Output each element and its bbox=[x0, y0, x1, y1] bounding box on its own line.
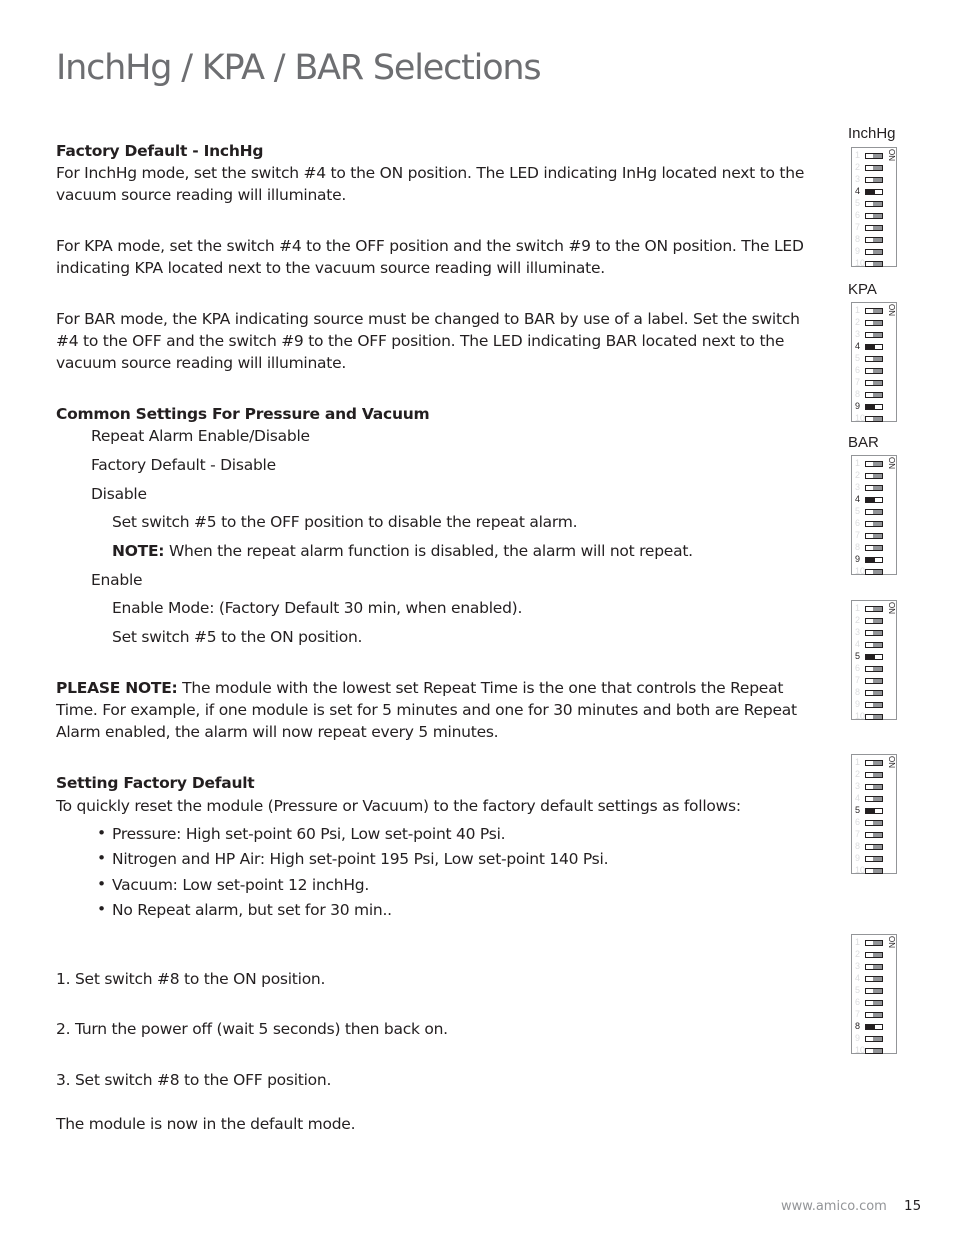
bullet-dot: • bbox=[97, 849, 107, 867]
bullet-dot: • bbox=[97, 900, 107, 918]
enable-label: Enable bbox=[91, 571, 143, 589]
setting-default-heading: Setting Factory Default bbox=[56, 774, 255, 792]
note-label: NOTE: bbox=[112, 542, 165, 560]
dip-switch-number: 2 bbox=[855, 162, 861, 172]
dip-switch-number: 6 bbox=[855, 365, 861, 375]
dip-switch-off bbox=[865, 261, 883, 267]
dip-switch-off bbox=[865, 1036, 883, 1042]
page-number: 15 bbox=[904, 1198, 922, 1214]
dip-switch-row bbox=[852, 640, 896, 651]
dip-switch-number: 7 bbox=[855, 377, 861, 387]
dip-switch-row bbox=[852, 866, 896, 877]
dip-switch-row bbox=[852, 794, 896, 805]
dip-switch-off bbox=[865, 308, 883, 314]
dip-switch-off bbox=[865, 844, 883, 850]
bullet-item: Nitrogen and HP Air: High set-point 195 Psi, Low set-point 140 Psi. bbox=[112, 850, 609, 868]
footer-url: www.amico.com bbox=[781, 1199, 887, 1214]
dip-switch-number: 7 bbox=[855, 530, 861, 540]
dip-label-bar: BAR bbox=[848, 434, 879, 451]
dip-switch-number: 6 bbox=[855, 518, 861, 528]
dip-switch-number: 3 bbox=[855, 174, 861, 184]
dip-switch-number: 4 bbox=[855, 639, 861, 649]
dip-switch-off bbox=[865, 642, 883, 648]
dip-switch-diagram bbox=[851, 302, 897, 422]
dip-switch-off bbox=[865, 702, 883, 708]
dip-switch-number: 10 bbox=[855, 566, 866, 576]
enable-mode: Enable Mode: (Factory Default 30 min, when enabled). bbox=[112, 599, 523, 617]
dip-switch-number: 9 bbox=[855, 1033, 861, 1043]
dip-switch-row bbox=[852, 507, 896, 518]
dip-switch-number: 7 bbox=[855, 1009, 861, 1019]
dip-switch-row bbox=[852, 495, 896, 506]
dip-switch-off bbox=[865, 392, 883, 398]
dip-switch-number: 9 bbox=[855, 554, 861, 564]
dip-on-label: ON bbox=[887, 457, 896, 469]
dip-on-label: ON bbox=[887, 304, 896, 316]
dip-switch-off bbox=[865, 509, 883, 515]
dip-switch-off bbox=[865, 153, 883, 159]
dip-switch-diagram bbox=[851, 754, 897, 874]
dip-switch-on bbox=[865, 497, 883, 503]
dip-switch-row bbox=[852, 471, 896, 482]
dip-switch-off bbox=[865, 964, 883, 970]
dip-switch-number: 4 bbox=[855, 341, 861, 351]
bar-paragraph: For BAR mode, the KPA indicating source must be changed to BAR by use of a label. Set the switch #4 to the OFF and the switch #9 to the OFF position. The LED indicating BAR located next to the vacuum source reading will illuminate. bbox=[56, 310, 800, 372]
dip-switch-row bbox=[852, 199, 896, 210]
please-note-label: PLEASE NOTE: bbox=[56, 679, 178, 697]
dip-switch-row bbox=[852, 318, 896, 329]
dip-switch-row bbox=[852, 688, 896, 699]
dip-switch-row bbox=[852, 459, 896, 470]
note-line bbox=[112, 540, 877, 562]
disable-instruction: Set switch #5 to the OFF position to disable the repeat alarm. bbox=[112, 513, 578, 531]
dip-switch-on bbox=[865, 189, 883, 195]
dip-switch-row bbox=[852, 306, 896, 317]
dip-switch-number: 4 bbox=[855, 793, 861, 803]
dip-switch-row bbox=[852, 414, 896, 425]
dip-switch-off bbox=[865, 606, 883, 612]
dip-switch-number: 10 bbox=[855, 865, 866, 875]
dip-switch-diagram bbox=[851, 455, 897, 575]
dip-switch-row bbox=[852, 366, 896, 377]
dip-switch-diagram bbox=[851, 600, 897, 720]
dip-switch-row bbox=[852, 567, 896, 578]
dip-switch-off bbox=[865, 545, 883, 551]
dip-switch-off bbox=[865, 784, 883, 790]
dip-switch-off bbox=[865, 868, 883, 874]
dip-switch-off bbox=[865, 320, 883, 326]
dip-switch-off bbox=[865, 533, 883, 539]
dip-switch-row bbox=[852, 842, 896, 853]
dip-switch-off bbox=[865, 630, 883, 636]
dip-switch-off bbox=[865, 760, 883, 766]
dip-switch-number: 9 bbox=[855, 853, 861, 863]
dip-switch-number: 5 bbox=[855, 198, 861, 208]
dip-switch-number: 4 bbox=[855, 494, 861, 504]
dip-switch-off bbox=[865, 820, 883, 826]
dip-switch-row bbox=[852, 974, 896, 985]
dip-switch-row bbox=[852, 211, 896, 222]
kpa-paragraph: For KPA mode, set the switch #4 to the OFF position and the switch #9 to the ON position. The LED indicating KPA located next to the vacuum source reading will illuminate. bbox=[56, 237, 804, 277]
dip-switch-off bbox=[865, 177, 883, 183]
dip-switch-number: 9 bbox=[855, 246, 861, 256]
dip-switch-row bbox=[852, 555, 896, 566]
dip-switch-row bbox=[852, 1022, 896, 1033]
dip-switch-off bbox=[865, 461, 883, 467]
dip-switch-row bbox=[852, 163, 896, 174]
inchhg-paragraph: For InchHg mode, set the switch #4 to the ON position. The LED indicating InHg located next to the vacuum source reading will illuminate. bbox=[56, 164, 805, 204]
dip-switch-diagram bbox=[851, 147, 897, 267]
dip-switch-row bbox=[852, 519, 896, 530]
dip-switch-row bbox=[852, 854, 896, 865]
bullet-item: Vacuum: Low set-point 12 inchHg. bbox=[112, 876, 370, 894]
setting-default-intro: To quickly reset the module (Pressure or Vacuum) to the factory default settings as follows: bbox=[56, 797, 741, 815]
dip-switch-off bbox=[865, 213, 883, 219]
bullet-item: Pressure: High set-point 60 Psi, Low set-point 40 Psi. bbox=[112, 825, 506, 843]
dip-switch-number: 9 bbox=[855, 401, 861, 411]
dip-switch-off bbox=[865, 237, 883, 243]
dip-switch-number: 6 bbox=[855, 997, 861, 1007]
dip-switch-off bbox=[865, 368, 883, 374]
dip-switch-number: 7 bbox=[855, 222, 861, 232]
dip-switch-row bbox=[852, 330, 896, 341]
dip-switch-on bbox=[865, 1024, 883, 1030]
please-note-paragraph bbox=[56, 677, 826, 743]
dip-switch-number: 3 bbox=[855, 781, 861, 791]
dip-switch-row bbox=[852, 187, 896, 198]
dip-switch-number: 6 bbox=[855, 210, 861, 220]
dip-switch-off bbox=[865, 690, 883, 696]
dip-switch-off bbox=[865, 1000, 883, 1006]
bullet-dot: • bbox=[97, 824, 107, 842]
dip-switch-row bbox=[852, 223, 896, 234]
dip-on-label: ON bbox=[887, 149, 896, 161]
dip-switch-off bbox=[865, 380, 883, 386]
dip-switch-row bbox=[852, 962, 896, 973]
disable-label: Disable bbox=[91, 485, 147, 503]
dip-switch-off bbox=[865, 249, 883, 255]
dip-switch-on bbox=[865, 654, 883, 660]
dip-switch-number: 5 bbox=[855, 506, 861, 516]
dip-switch-off bbox=[865, 1012, 883, 1018]
step-item: 3. Set switch #8 to the OFF position. bbox=[56, 1071, 332, 1089]
dip-switch-row bbox=[852, 628, 896, 639]
dip-switch-number: 3 bbox=[855, 961, 861, 971]
dip-switch-off bbox=[865, 976, 883, 982]
dip-switch-number: 2 bbox=[855, 769, 861, 779]
dip-switch-number: 10 bbox=[855, 711, 866, 721]
dip-switch-off bbox=[865, 832, 883, 838]
dip-switch-row bbox=[852, 664, 896, 675]
dip-switch-row bbox=[852, 806, 896, 817]
dip-switch-off bbox=[865, 856, 883, 862]
enable-instruction: Set switch #5 to the ON position. bbox=[112, 628, 363, 646]
factory-default-heading: Factory Default - InchHg bbox=[56, 142, 264, 160]
dip-switch-row bbox=[852, 1034, 896, 1045]
dip-switch-off bbox=[865, 678, 883, 684]
dip-switch-on bbox=[865, 404, 883, 410]
dip-switch-row bbox=[852, 531, 896, 542]
bullet-dot: • bbox=[97, 875, 107, 893]
dip-switch-row bbox=[852, 378, 896, 389]
dip-switch-row bbox=[852, 712, 896, 723]
dip-switch-number: 6 bbox=[855, 663, 861, 673]
dip-switch-number: 3 bbox=[855, 627, 861, 637]
dip-switch-off bbox=[865, 796, 883, 802]
dip-label-kpa: KPA bbox=[848, 281, 877, 298]
dip-switch-number: 2 bbox=[855, 615, 861, 625]
dip-switch-off bbox=[865, 569, 883, 575]
dip-switch-number: 1 bbox=[855, 305, 861, 315]
dip-switch-number: 6 bbox=[855, 817, 861, 827]
dip-on-label: ON bbox=[887, 602, 896, 614]
dip-switch-number: 4 bbox=[855, 973, 861, 983]
dip-switch-off bbox=[865, 201, 883, 207]
dip-switch-row bbox=[852, 1010, 896, 1021]
closing-text: The module is now in the default mode. bbox=[56, 1115, 356, 1133]
dip-switch-row bbox=[852, 770, 896, 781]
dip-switch-number: 9 bbox=[855, 699, 861, 709]
dip-switch-off bbox=[865, 416, 883, 422]
dip-switch-number: 10 bbox=[855, 413, 866, 423]
dip-switch-number: 10 bbox=[855, 1045, 866, 1055]
dip-on-label: ON bbox=[887, 756, 896, 768]
dip-switch-off bbox=[865, 1048, 883, 1054]
dip-switch-row bbox=[852, 151, 896, 162]
dip-switch-row bbox=[852, 235, 896, 246]
dip-switch-row bbox=[852, 986, 896, 997]
dip-switch-on bbox=[865, 344, 883, 350]
dip-switch-off bbox=[865, 473, 883, 479]
dip-switch-number: 3 bbox=[855, 482, 861, 492]
please-note-text: The module with the lowest set Repeat Time is the one that controls the Repeat Time. For example, if one module is set for 5 minutes and one for 30 minutes and both are Repeat Alarm enabled, the alarm will now repeat every 5 minutes. bbox=[56, 679, 797, 741]
dip-on-label: ON bbox=[887, 936, 896, 948]
dip-switch-row bbox=[852, 483, 896, 494]
dip-switch-row bbox=[852, 604, 896, 615]
bullet-item: No Repeat alarm, but set for 30 min.. bbox=[112, 901, 392, 919]
dip-switch-number: 2 bbox=[855, 317, 861, 327]
dip-switch-row bbox=[852, 543, 896, 554]
dip-switch-on bbox=[865, 808, 883, 814]
common-settings-heading: Common Settings For Pressure and Vacuum bbox=[56, 405, 430, 423]
dip-switch-number: 4 bbox=[855, 186, 861, 196]
dip-switch-off bbox=[865, 225, 883, 231]
dip-switch-row bbox=[852, 700, 896, 711]
dip-switch-row bbox=[852, 390, 896, 401]
step-item: 1. Set switch #8 to the ON position. bbox=[56, 970, 326, 988]
dip-switch-off bbox=[865, 940, 883, 946]
dip-switch-number: 2 bbox=[855, 470, 861, 480]
dip-switch-off bbox=[865, 356, 883, 362]
dip-switch-number: 1 bbox=[855, 458, 861, 468]
dip-switch-number: 7 bbox=[855, 829, 861, 839]
dip-switch-number: 8 bbox=[855, 841, 861, 851]
dip-switch-number: 8 bbox=[855, 1021, 861, 1031]
dip-switch-row bbox=[852, 938, 896, 949]
dip-switch-number: 1 bbox=[855, 150, 861, 160]
dip-switch-off bbox=[865, 772, 883, 778]
dip-switch-row bbox=[852, 830, 896, 841]
dip-label-inchhg: InchHg bbox=[848, 125, 896, 142]
dip-switch-row bbox=[852, 402, 896, 413]
dip-switch-number: 8 bbox=[855, 234, 861, 244]
dip-switch-off bbox=[865, 165, 883, 171]
dip-switch-number: 1 bbox=[855, 757, 861, 767]
dip-switch-row bbox=[852, 676, 896, 687]
dip-switch-number: 2 bbox=[855, 949, 861, 959]
dip-switch-number: 8 bbox=[855, 542, 861, 552]
dip-switch-number: 5 bbox=[855, 353, 861, 363]
dip-switch-row bbox=[852, 1046, 896, 1057]
dip-switch-row bbox=[852, 354, 896, 365]
dip-switch-number: 5 bbox=[855, 651, 861, 661]
repeat-alarm-label: Repeat Alarm Enable/Disable bbox=[91, 427, 310, 445]
dip-switch-number: 1 bbox=[855, 937, 861, 947]
dip-switch-off bbox=[865, 521, 883, 527]
step-item: 2. Turn the power off (wait 5 seconds) then back on. bbox=[56, 1020, 448, 1038]
dip-switch-row bbox=[852, 175, 896, 186]
dip-switch-row bbox=[852, 818, 896, 829]
dip-switch-number: 5 bbox=[855, 985, 861, 995]
dip-switch-off bbox=[865, 332, 883, 338]
dip-switch-row bbox=[852, 342, 896, 353]
dip-switch-on bbox=[865, 557, 883, 563]
note-text: When the repeat alarm function is disabled, the alarm will not repeat. bbox=[168, 542, 693, 560]
dip-switch-diagram bbox=[851, 934, 897, 1054]
dip-switch-row bbox=[852, 998, 896, 1009]
dip-switch-off bbox=[865, 485, 883, 491]
dip-switch-row bbox=[852, 616, 896, 627]
dip-switch-row bbox=[852, 950, 896, 961]
dip-switch-row bbox=[852, 247, 896, 258]
factory-default-disable: Factory Default - Disable bbox=[91, 456, 276, 474]
dip-switch-number: 3 bbox=[855, 329, 861, 339]
dip-switch-off bbox=[865, 952, 883, 958]
dip-switch-number: 8 bbox=[855, 687, 861, 697]
dip-switch-off bbox=[865, 666, 883, 672]
dip-switch-row bbox=[852, 259, 896, 270]
dip-switch-number: 7 bbox=[855, 675, 861, 685]
dip-switch-off bbox=[865, 714, 883, 720]
dip-switch-number: 1 bbox=[855, 603, 861, 613]
page-title: InchHg / KPA / BAR Selections bbox=[56, 48, 541, 88]
dip-switch-row bbox=[852, 652, 896, 663]
dip-switch-number: 5 bbox=[855, 805, 861, 815]
dip-switch-number: 8 bbox=[855, 389, 861, 399]
dip-switch-row bbox=[852, 782, 896, 793]
dip-switch-row bbox=[852, 758, 896, 769]
dip-switch-off bbox=[865, 618, 883, 624]
dip-switch-off bbox=[865, 988, 883, 994]
dip-switch-number: 10 bbox=[855, 258, 866, 268]
